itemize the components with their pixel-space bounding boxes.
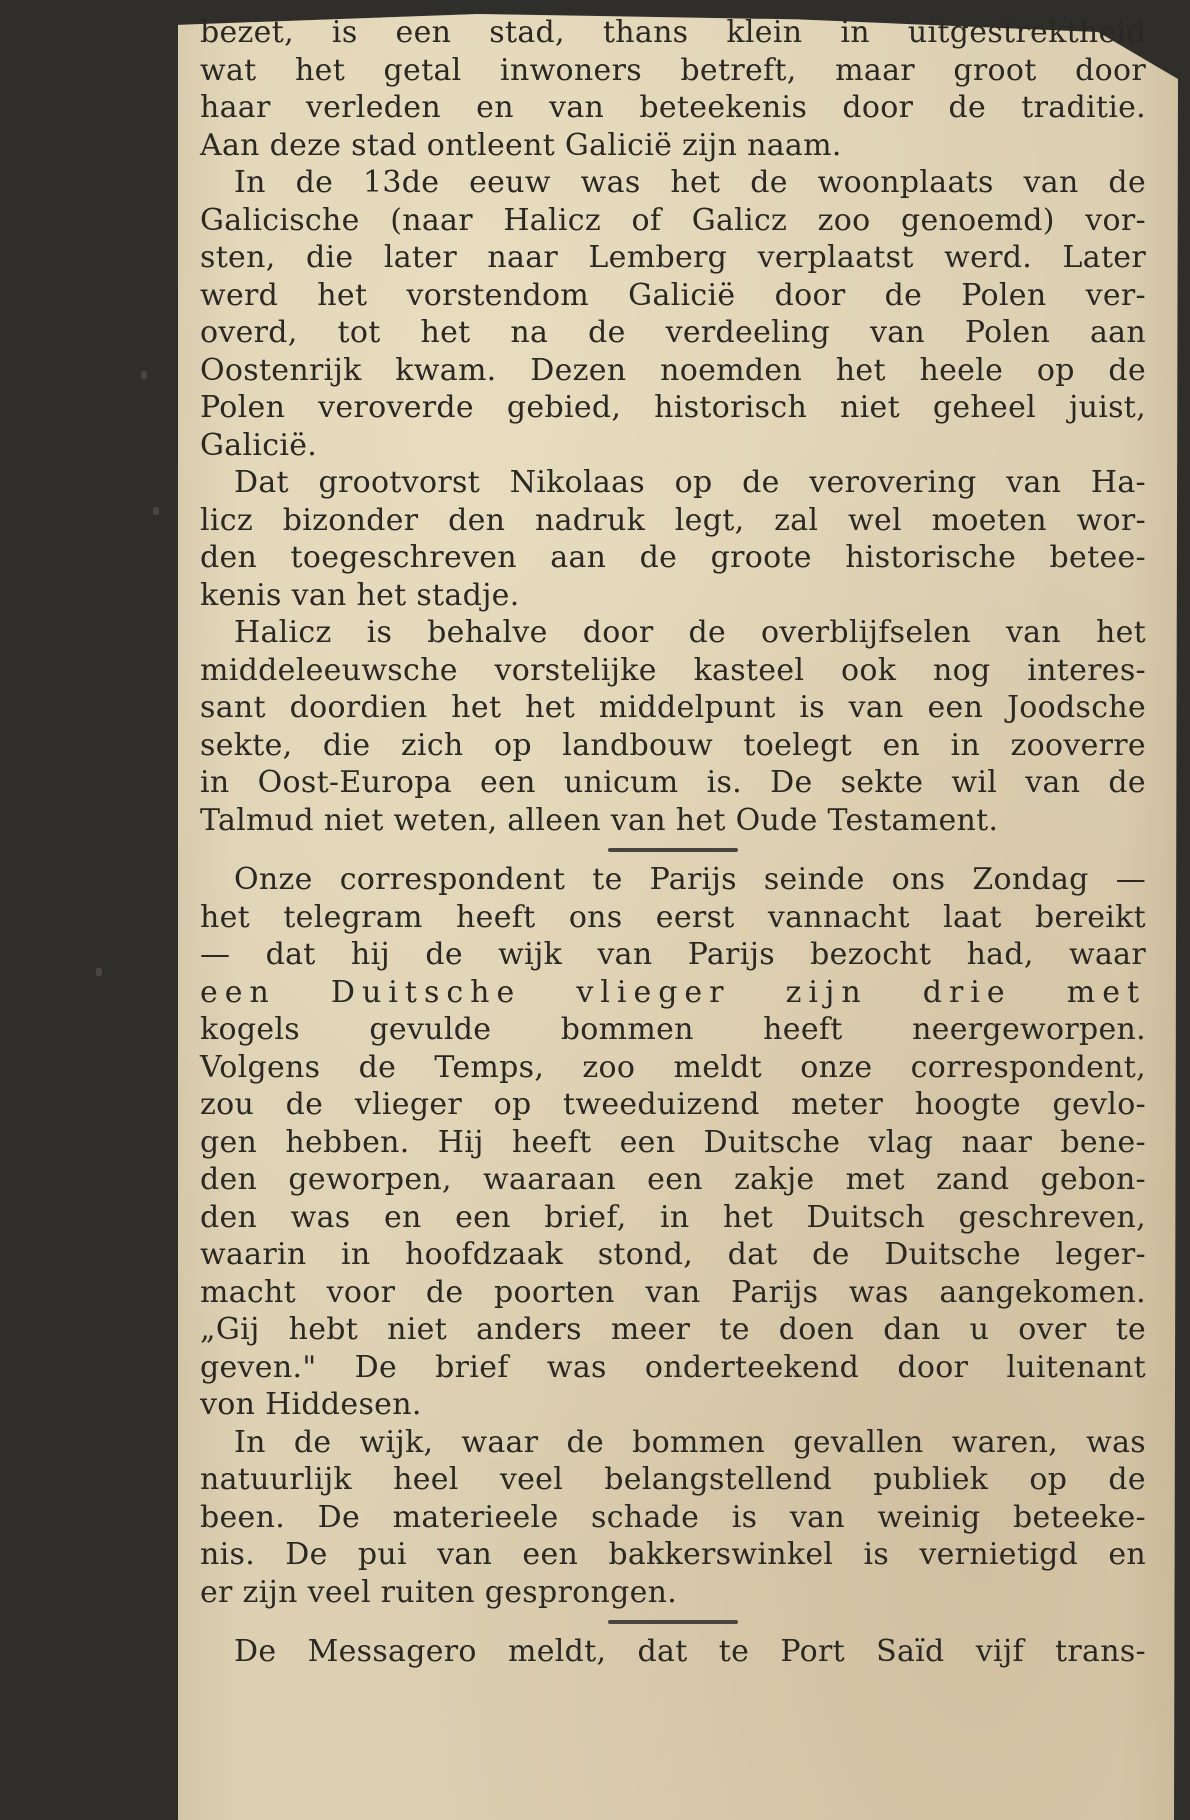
paragraph-damage: [200, 1424, 1146, 1612]
text-line: Dat grootvorst Nikolaas op de verovering van Ha-: [234, 465, 1146, 500]
text-line: bezet, is een stad, thans klein in uitgestrektheid: [200, 15, 1146, 50]
text-line: Volgens de Temps, zoo meldt onze correspondent,: [200, 1049, 1146, 1085]
text-line: kogels gevulde bommen heeft neergeworpen.: [200, 1012, 1146, 1047]
text-line: werd het vorstendom Galicië door de Polen ver-: [200, 277, 1146, 313]
news-article: [200, 14, 1146, 1671]
section-divider: [200, 1611, 1146, 1633]
text-line: „Gij hebt niet anders meer te doen dan u over te: [200, 1312, 1146, 1347]
text-line: In de wijk, waar de bommen gevallen waren, was: [234, 1424, 1146, 1460]
paragraph-paris-bombing: [200, 861, 1146, 1424]
paragraph-messagero: [200, 1633, 1146, 1671]
text-line: Galicische (naar Halicz of Galicz zoo genoemd) vor-: [200, 202, 1146, 238]
text-line: sten, die later naar Lemberg verplaatst werd. Later: [200, 240, 1146, 275]
section-divider: [200, 839, 1146, 861]
text-line: Onze correspondent te Parijs seinde ons Zondag —: [234, 862, 1146, 897]
text-line: middeleeuwsche vorstelijke kasteel ook nog interes-: [200, 652, 1146, 688]
paragraph-jewish-sect: [200, 614, 1146, 839]
text-line: Galicië.: [200, 427, 318, 463]
ink-speck: [141, 371, 147, 379]
text-line: in Oost-Europa een unicum is. De sekte wil van de: [200, 765, 1146, 800]
text-line: — dat hij de wijk van Parijs bezocht had, waar: [200, 937, 1146, 972]
text-line: Aan deze stad ontleent Galicië zijn naam.: [200, 127, 842, 163]
paragraph-halicz-city: [200, 14, 1146, 164]
text-line: sekte, die zich op landbouw toelegt en in zooverre: [200, 727, 1146, 763]
text-line: Polen veroverde gebied, historisch niet geheel juist,: [200, 390, 1146, 425]
text-line: den toegeschreven aan de groote historische betee-: [200, 540, 1146, 575]
text-line: den was en een brief, in het Duitsch geschreven,: [200, 1199, 1146, 1235]
text-line: macht voor de poorten van Parijs was aangekomen.: [200, 1274, 1146, 1310]
text-line: een Duitsche vlieger zijn drie met: [200, 974, 1146, 1010]
paragraph-grand-duke: [200, 464, 1146, 614]
text-line: gen hebben. Hij heeft een Duitsche vlag naar bene-: [200, 1124, 1146, 1160]
text-line: geven." De brief was onderteekend door luitenant: [200, 1349, 1146, 1385]
text-line: licz bizonder den nadruk legt, zal wel moeten wor-: [200, 502, 1146, 538]
text-line: been. De materieele schade is van weinig beteeke-: [200, 1499, 1146, 1535]
text-line: Oostenrijk kwam. Dezen noemden het heele op de: [200, 352, 1146, 388]
text-line: natuurlijk heel veel belangstellend publiek op de: [200, 1462, 1146, 1497]
text-line: In de 13de eeuw was het de woonplaats van de: [234, 165, 1146, 200]
paragraph-galicia-history: [200, 164, 1146, 464]
text-line: sant doordien het het middelpunt is van een Joodsche: [200, 690, 1146, 725]
text-line: het telegram heeft ons eerst vannacht laat bereikt: [200, 899, 1146, 935]
text-line: wat het getal inwoners betreft, maar groot door: [200, 52, 1146, 88]
text-line: Talmud niet weten, alleen van het Oude Testament.: [200, 802, 999, 838]
ink-speck: [96, 968, 102, 976]
text-line: kenis van het stadje.: [200, 577, 520, 613]
text-line: er zijn veel ruiten gesprongen.: [200, 1574, 678, 1610]
text-line: nis. De pui van een bakkerswinkel is vernietigd en: [200, 1537, 1146, 1572]
text-line: zou de vlieger op tweeduizend meter hoogte gevlo-: [200, 1087, 1146, 1122]
text-line: De Messagero meldt, dat te Port Saïd vijf trans-: [234, 1634, 1146, 1669]
text-line: waarin in hoofdzaak stond, dat de Duitsche leger-: [200, 1237, 1146, 1272]
text-line: overd, tot het na de verdeeling van Polen aan: [200, 315, 1146, 350]
text-line: haar verleden en van beteekenis door de traditie.: [200, 90, 1146, 125]
ink-speck: [153, 507, 159, 515]
text-line: von Hiddesen.: [200, 1387, 422, 1422]
text-line: Halicz is behalve door de overblijfselen van het: [234, 615, 1146, 650]
text-line: den geworpen, waaraan een zakje met zand gebon-: [200, 1162, 1146, 1197]
